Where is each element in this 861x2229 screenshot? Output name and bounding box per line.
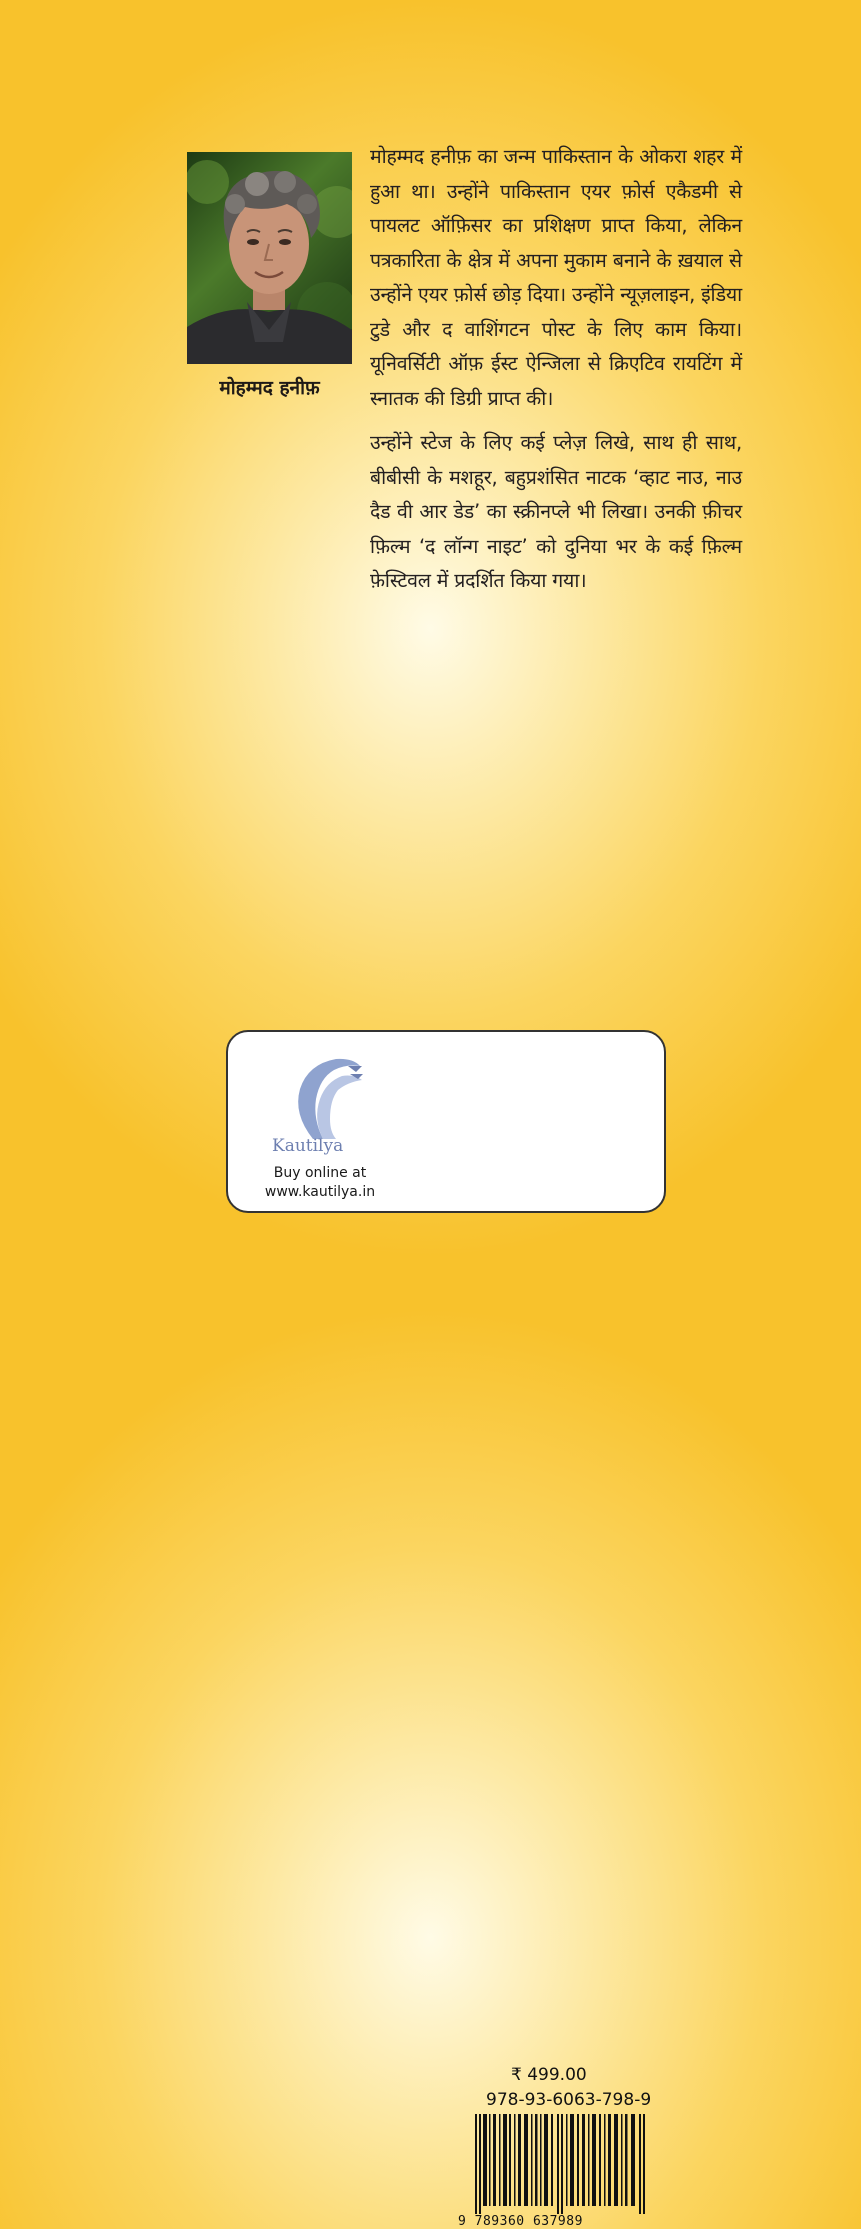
- buy-online-label: Buy online at: [273, 1165, 367, 1181]
- author-bio: [370, 140, 742, 609]
- publisher-website-link[interactable]: www.kautilya.in: [264, 1184, 376, 1200]
- author-name-caption: मोहम्मद हनीफ़: [219, 377, 320, 399]
- author-portrait: [187, 152, 352, 364]
- buy-online-text: [250, 1164, 390, 1202]
- isbn-label: 978-93-6063-798-9: [486, 2090, 652, 2110]
- barcode: [473, 2114, 653, 2214]
- bio-paragraph-2: उन्होंने स्टेज के लिए कई प्लेज़ लिखे, साथ ही साथ, बीबीसी के मशहूर, बहुप्रशंसित नाटक ‘व्हाट नाउ, नाउ दैड वी आर डेड’ का स्क्रीनप्ले भी लिखा। उनकी फ़ीचर फ़िल्म ‘द लॉन्ग नाइट’ को दुनिया भर के कई फ़िल्म फ़ेस्टिवल में प्रदर्शित किया गया।: [370, 431, 742, 592]
- barcode-digits: 9 789360 637989: [458, 2214, 583, 2229]
- eagle-logo-icon: [268, 1044, 368, 1144]
- publisher-name: Kautilya: [272, 1136, 344, 1156]
- bio-paragraph-1: मोहम्मद हनीफ़ का जन्म पाकिस्तान के ओकरा शहर में हुआ था। उन्होंने पाकिस्तान एयर फ़ोर्स एकैडमी से पायलट ऑफ़िसर का प्रशिक्षण प्राप्त किया, लेकिन पत्रकारिता के क्षेत्र में अपना मुकाम बनाने के ख़याल से उन्होंने एयर फ़ोर्स छोड़ दिया। उन्होंने न्यूज़लाइन, इंडिया टुडे और द वाशिंगटन पोस्ट के लिए काम किया। यूनिवर्सिटी ऑफ़ ईस्ट ऐन्जिला से क्रिएटिव रायटिंग में स्नातक की डिग्री प्राप्त की।: [370, 145, 742, 410]
- publisher-box: [226, 1030, 666, 2229]
- author-photo: [187, 152, 352, 364]
- price-label: ₹ 499.00: [511, 2065, 587, 2085]
